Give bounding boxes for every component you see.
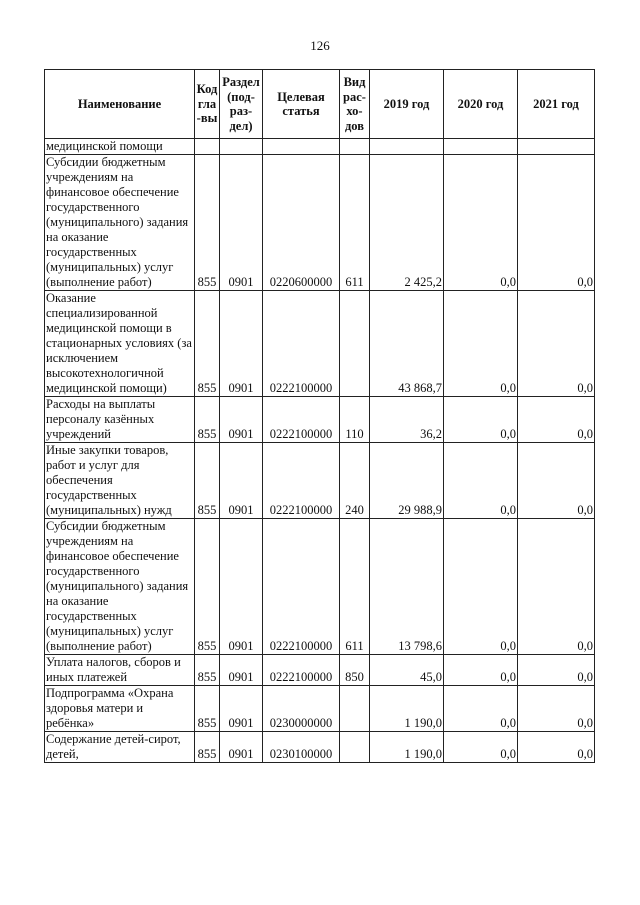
row-code: 855 (195, 443, 220, 519)
header-row (45, 70, 595, 139)
row-type (340, 139, 370, 155)
row-target: 0230000000 (263, 686, 340, 732)
row-2020: 0,0 (444, 686, 518, 732)
header-2019: 2019 год (370, 70, 444, 139)
row-name: Субсидии бюджетным учреждениям на финансовое обеспечение государственного (муниципального) задания на оказание государственных (муниципальных) услуг (выполнение работ) (45, 519, 195, 655)
row-2021 (518, 139, 595, 155)
row-code: 855 (195, 397, 220, 443)
row-section: 0901 (220, 686, 263, 732)
row-2021: 0,0 (518, 655, 595, 686)
row-target: 0222100000 (263, 291, 340, 397)
row-name: Подпрограмма «Охрана здоровья матери и ребёнка» (45, 686, 195, 732)
row-type: 240 (340, 443, 370, 519)
row-2021: 0,0 (518, 519, 595, 655)
row-type (340, 686, 370, 732)
row-2021: 0,0 (518, 155, 595, 291)
table-row (45, 732, 595, 763)
row-2019 (370, 139, 444, 155)
row-2021: 0,0 (518, 686, 595, 732)
row-2020: 0,0 (444, 519, 518, 655)
row-2021: 0,0 (518, 732, 595, 763)
row-target: 0220600000 (263, 155, 340, 291)
header-code: Код гла-вы (195, 70, 220, 139)
row-code: 855 (195, 655, 220, 686)
row-name: Уплата налогов, сборов и иных платежей (45, 655, 195, 686)
row-2019: 2 425,2 (370, 155, 444, 291)
row-type: 611 (340, 155, 370, 291)
row-2019: 1 190,0 (370, 686, 444, 732)
header-type: Вид рас-хо-дов (340, 70, 370, 139)
row-section: 0901 (220, 155, 263, 291)
header-target: Целевая статья (263, 70, 340, 139)
table-row (45, 686, 595, 732)
row-2019: 29 988,9 (370, 443, 444, 519)
row-type (340, 732, 370, 763)
row-2020: 0,0 (444, 732, 518, 763)
row-2020: 0,0 (444, 291, 518, 397)
row-2020: 0,0 (444, 655, 518, 686)
row-2020: 0,0 (444, 397, 518, 443)
row-name: Оказание специализированной медицинской помощи в стационарных условиях (за исключением высокотехнологичной медицинской помощи) (45, 291, 195, 397)
row-type: 850 (340, 655, 370, 686)
row-section: 0901 (220, 519, 263, 655)
row-type: 110 (340, 397, 370, 443)
row-section (220, 139, 263, 155)
table-row (45, 291, 595, 397)
row-2020: 0,0 (444, 155, 518, 291)
row-name: Расходы на выплаты персоналу казённых учреждений (45, 397, 195, 443)
row-name: Содержание детей-сирот, детей, (45, 732, 195, 763)
row-code: 855 (195, 732, 220, 763)
row-type (340, 291, 370, 397)
row-2019: 1 190,0 (370, 732, 444, 763)
row-section: 0901 (220, 397, 263, 443)
row-2019: 36,2 (370, 397, 444, 443)
header-2020: 2020 год (444, 70, 518, 139)
header-2021: 2021 год (518, 70, 595, 139)
row-section: 0901 (220, 655, 263, 686)
table-row (45, 139, 595, 155)
row-target: 0222100000 (263, 655, 340, 686)
budget-table (44, 69, 595, 763)
row-target: 0222100000 (263, 519, 340, 655)
row-2021: 0,0 (518, 291, 595, 397)
header-section: Раздел (под-раз-дел) (220, 70, 263, 139)
row-2020: 0,0 (444, 443, 518, 519)
row-2019: 13 798,6 (370, 519, 444, 655)
row-name: Субсидии бюджетным учреждениям на финансовое обеспечение государственного (муниципального) задания на оказание государственных (муниципальных) услуг (выполнение работ) (45, 155, 195, 291)
row-2021: 0,0 (518, 443, 595, 519)
row-2021: 0,0 (518, 397, 595, 443)
table-row (45, 397, 595, 443)
row-name: медицинской помощи (45, 139, 195, 155)
row-code (195, 139, 220, 155)
row-name: Иные закупки товаров, работ и услуг для обеспечения государственных (муниципальных) нужд (45, 443, 195, 519)
row-section: 0901 (220, 291, 263, 397)
row-2020 (444, 139, 518, 155)
header-name: Наименование (45, 70, 195, 139)
row-section: 0901 (220, 732, 263, 763)
row-code: 855 (195, 291, 220, 397)
row-target (263, 139, 340, 155)
row-type: 611 (340, 519, 370, 655)
row-2019: 43 868,7 (370, 291, 444, 397)
row-code: 855 (195, 519, 220, 655)
table-row (45, 155, 595, 291)
row-section: 0901 (220, 443, 263, 519)
row-code: 855 (195, 155, 220, 291)
table-row (45, 519, 595, 655)
row-2019: 45,0 (370, 655, 444, 686)
row-code: 855 (195, 686, 220, 732)
row-target: 0230100000 (263, 732, 340, 763)
page-number: 126 (310, 38, 330, 53)
table-row (45, 655, 595, 686)
row-target: 0222100000 (263, 443, 340, 519)
table-row (45, 443, 595, 519)
row-target: 0222100000 (263, 397, 340, 443)
